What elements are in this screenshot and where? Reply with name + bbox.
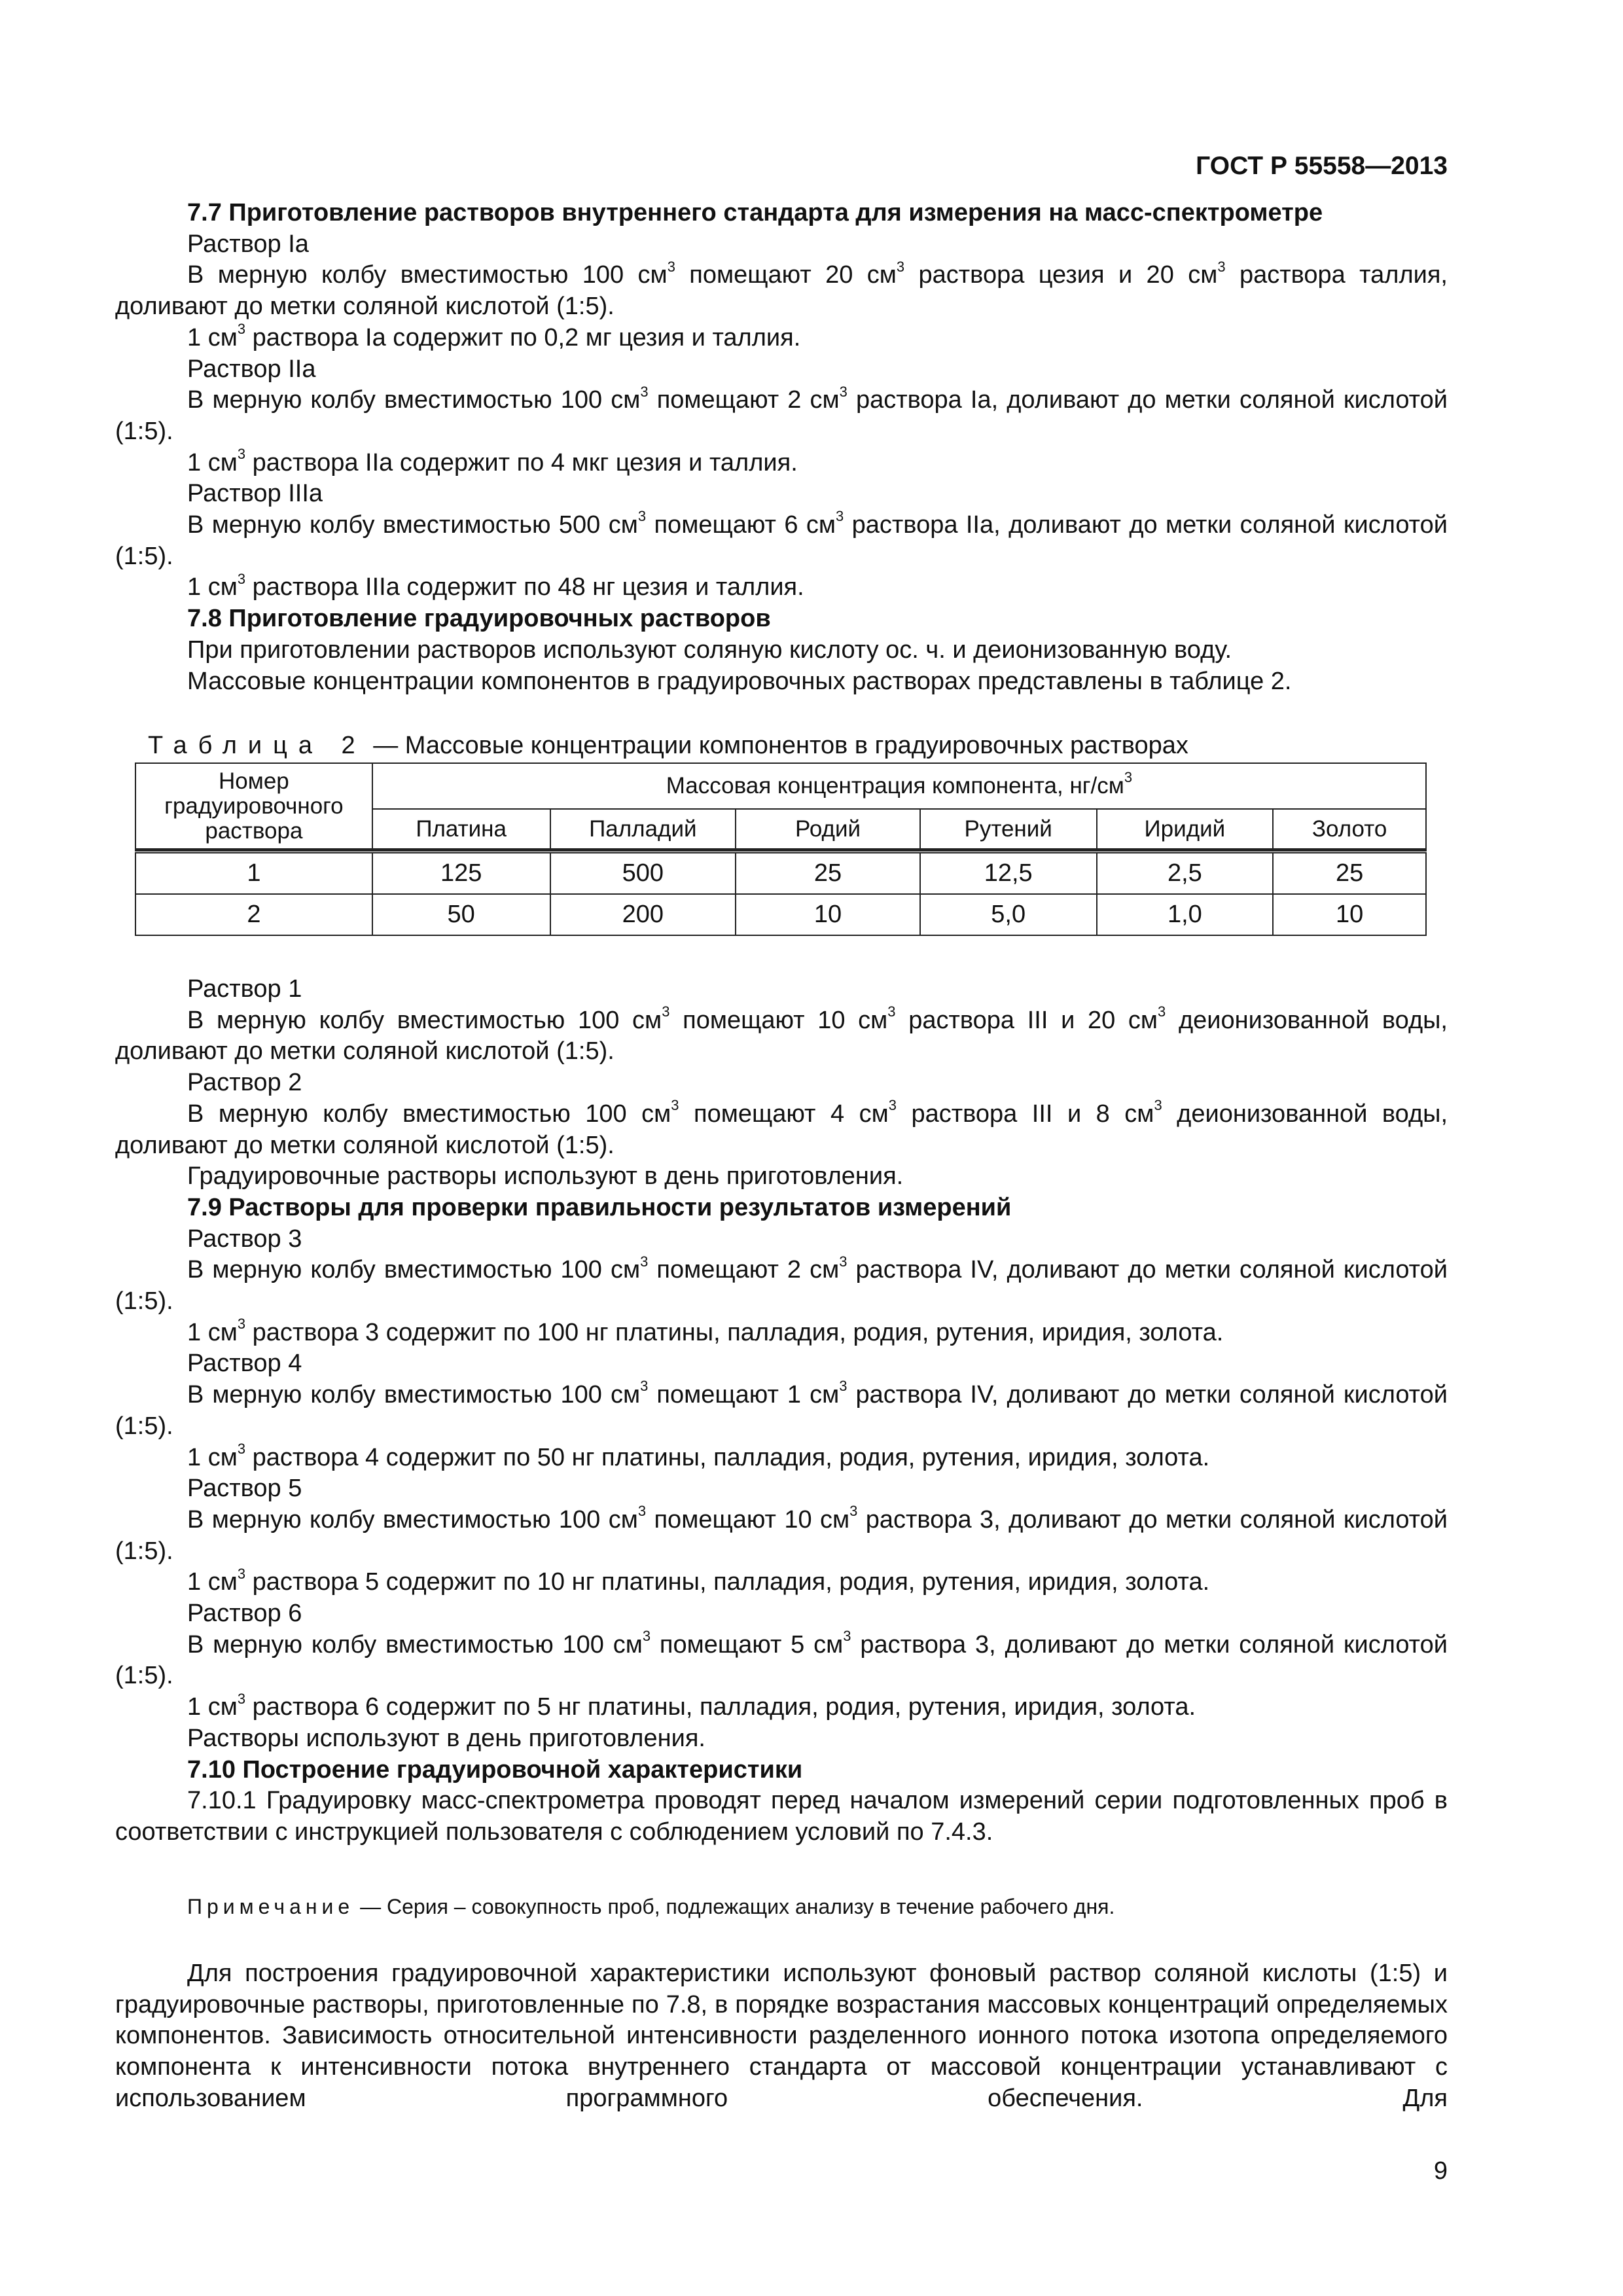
- table-cell: 10: [736, 894, 920, 935]
- solution-iiia-paragraph: В мерную колбу вместимостью 500 $см^3$ помещают 6 $см^3$ раствора IIa, доливают до метки соляной кислотой (1:5).: [115, 508, 1448, 570]
- solution-4-title: Раствор 4: [187, 1350, 302, 1378]
- solution-3-content: 1 $см^3$ раствора 3 содержит по 100 нг платины, палладия, родия, рутения, иридия, золота.: [187, 1316, 1224, 1346]
- column-header: Палладий: [550, 809, 736, 850]
- table-cell: 2: [135, 894, 372, 935]
- section-7-10-heading: 7.10 Построение градуировочной характеристики: [187, 1755, 803, 1784]
- table-row: [135, 894, 1426, 935]
- solution-iiia-title: Раствор IIIa: [187, 480, 323, 508]
- solution-3-title: Раствор 3: [187, 1225, 302, 1253]
- solutions-usage-text: Растворы используют в день приготовления.: [187, 1724, 705, 1752]
- document-header: ГОСТ Р 55558—2013: [1196, 152, 1448, 180]
- table-cell: 5,0: [920, 894, 1097, 935]
- column-header: Иридий: [1097, 809, 1274, 850]
- text-block-upper: [115, 198, 1448, 697]
- column-header: Платина: [372, 809, 550, 850]
- page-number: 9: [1433, 2157, 1448, 2185]
- table-cell: 12,5: [920, 853, 1097, 894]
- column-header: Золото: [1273, 809, 1426, 850]
- table-cell: 2,5: [1097, 853, 1274, 894]
- solution-2-title: Раствор 2: [187, 1069, 302, 1097]
- section-7-10-1-paragraph: 7.10.1 Градуировку масс-спектрометра проводят перед началом измерений серии подготовленных проб в соответствии с инструкцией пользователя с соблюдением условий по 7.4.3.: [115, 1787, 1448, 1846]
- note-text: — Серия – совокупность проб, подлежащих анализу в течение рабочего дня.: [354, 1895, 1115, 1918]
- table-cell: 1,0: [1097, 894, 1274, 935]
- solution-3-paragraph: В мерную колбу вместимостью 100 $см^3$ помещают 2 $см^3$ раствора IV, доливают до метки соляной кислотой (1:5).: [115, 1253, 1448, 1316]
- solution-5-content: 1 $см^3$ раствора 5 содержит по 10 нг платины, палладия, родия, рутения, иридия, золота.: [187, 1565, 1210, 1596]
- section-7-9-heading: 7.9 Растворы для проверки правильности результатов измерений: [187, 1193, 1012, 1221]
- table-2-caption-label: Таблица 2: [148, 732, 366, 759]
- section-7-7-heading: 7.7 Приготовление растворов внутреннего стандарта для измерения на масс-спектрометре: [187, 199, 1323, 226]
- table-cell: 10: [1273, 894, 1426, 935]
- solution-ia-paragraph: В мерную колбу вместимостью 100 $см^3$ помещают 20 $см^3$ раствора цезия и 20 $см^3$ раствора таллия, доливают до метки соляной кислотой (1:5).: [115, 258, 1448, 321]
- table-cell: 25: [736, 853, 920, 894]
- table-2-caption-text: — Массовые концентрации компонентов в градуировочных растворах: [366, 732, 1188, 759]
- table-2-caption: [148, 732, 1188, 760]
- solution-iia-title: Раствор IIa: [187, 355, 316, 383]
- table-header-mass-concentration: Массовая концентрация компонента, $нг/см^3$: [372, 763, 1426, 809]
- solution-1-title: Раствор 1: [187, 975, 302, 1003]
- solution-6-content: 1 $см^3$ раствора 6 содержит по 5 нг платины, палладия, родия, рутения, иридия, золота.: [187, 1690, 1196, 1721]
- solution-1-paragraph: В мерную колбу вместимостью 100 $см^3$ помещают 10 $см^3$ раствора III и 20 $см^3$ деионизованной воды, доливают до метки соляной кислотой (1:5).: [115, 1003, 1448, 1066]
- table-cell: 500: [550, 853, 736, 894]
- column-header: Рутений: [920, 809, 1097, 850]
- solution-6-paragraph: В мерную колбу вместимостью 100 $см^3$ помещают 5 $см^3$ раствора 3, доливают до метки соляной кислотой (1:5).: [115, 1628, 1448, 1690]
- solution-2-paragraph: В мерную колбу вместимостью 100 $см^3$ помещают 4 $см^3$ раствора III и 8 $см^3$ деионизованной воды, доливают до метки соляной кислотой (1:5).: [115, 1097, 1448, 1159]
- column-header: Родий: [736, 809, 920, 850]
- solution-ia-content: 1 $см^3$ раствора Ia содержит по 0,2 мг цезия и таллия.: [187, 321, 801, 351]
- table-cell: 200: [550, 894, 736, 935]
- note: [115, 1892, 1448, 1923]
- grad-usage-text: Градуировочные растворы используют в день приготовления.: [187, 1162, 904, 1191]
- solution-ia-title: Раствор Ia: [187, 230, 309, 258]
- solution-iia-paragraph: В мерную колбу вместимостью 100 $см^3$ помещают 2 $см^3$ раствора Ia, доливают до метки соляной кислотой (1:5).: [115, 383, 1448, 445]
- solution-iia-content: 1 $см^3$ раствора IIa содержит по 4 мкг цезия и таллия.: [187, 445, 798, 476]
- solution-5-paragraph: В мерную колбу вместимостью 100 $см^3$ помещают 10 $см^3$ раствора 3, доливают до метки соляной кислотой (1:5).: [115, 1503, 1448, 1565]
- note-label: Примечание: [187, 1895, 355, 1918]
- solution-4-paragraph: В мерную колбу вместимостью 100 $см^3$ помещают 1 $см^3$ раствора IV, доливают до метки соляной кислотой (1:5).: [115, 1378, 1448, 1440]
- section-7-8-paragraph-1: При приготовлении растворов используют соляную кислоту ос. ч. и деионизованную воду.: [187, 636, 1232, 664]
- table-cell: 50: [372, 894, 550, 935]
- table-cell: 1: [135, 853, 372, 894]
- section-7-8-paragraph-2: Массовые концентрации компонентов в градуировочных растворах представлены в таблице 2.: [187, 667, 1292, 695]
- table-2: [135, 762, 1427, 936]
- solution-5-title: Раствор 5: [187, 1475, 302, 1503]
- table-row: [135, 853, 1426, 894]
- text-block-middle: [115, 974, 1448, 1848]
- table-cell: 25: [1273, 853, 1426, 894]
- calibration-paragraph: Для построения градуировочной характеристики используют фоновый раствор соляной кислоты (1:5) и градуировочные растворы, приготовленные по 7.8, в порядке возрастания массовых концентраций определяемых компонентов. Зависимость относительной интенсивности разделенного ионного потока изотопа определяемого компонента к интенсивности потока внутреннего стандарта от массовой концентрации устанавливают с использованием программного обеспечения. Для: [115, 1960, 1448, 2112]
- table-cell: 125: [372, 853, 550, 894]
- solution-4-content: 1 $см^3$ раствора 4 содержит по 50 нг платины, палладия, родия, рутения, иридия, золота.: [187, 1440, 1210, 1471]
- table-header-solution-number: Номер градуировочного раствора: [135, 763, 372, 850]
- section-7-8-heading: 7.8 Приготовление градуировочных растворов: [187, 605, 771, 633]
- solution-iiia-content: 1 $см^3$ раствора IIIa содержит по 48 нг цезия и таллия.: [187, 570, 804, 601]
- solution-6-title: Раствор 6: [187, 1600, 302, 1628]
